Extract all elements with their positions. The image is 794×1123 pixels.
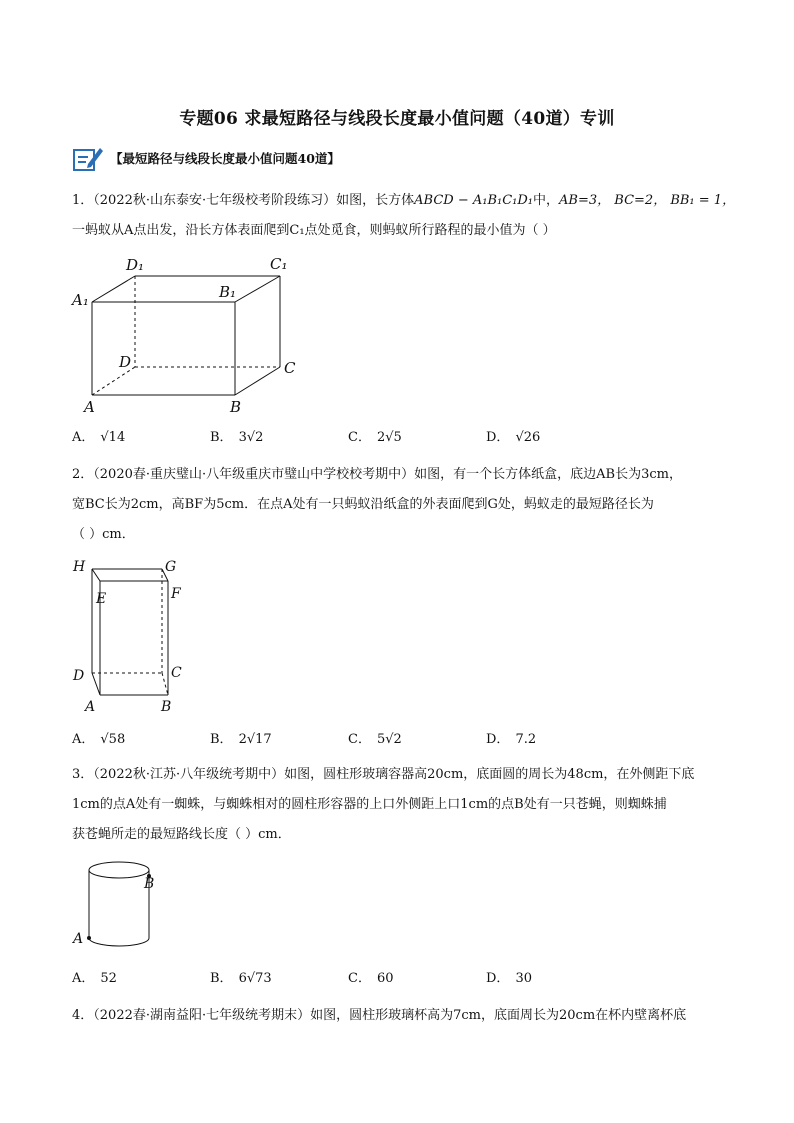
option-a[interactable]: A． √58 bbox=[72, 732, 126, 747]
fig2-label-g: G bbox=[165, 559, 177, 575]
fig3-label-b: B bbox=[144, 876, 155, 892]
section-header bbox=[72, 143, 340, 173]
option-b[interactable]: B． 6√73 bbox=[210, 971, 272, 986]
option-a[interactable]: A． √14 bbox=[72, 430, 126, 445]
question-1 bbox=[72, 186, 736, 246]
question-3 bbox=[72, 760, 724, 850]
fig1-label-a: A bbox=[84, 398, 95, 416]
option-c[interactable]: C． 60 bbox=[348, 971, 394, 986]
edit-note-icon bbox=[72, 144, 104, 172]
fig1-label-b: B bbox=[230, 398, 242, 416]
section-label: 【最短路径与线段长度最小值问题40道】 bbox=[110, 151, 340, 166]
question-2-options bbox=[72, 728, 724, 752]
fig2-label-c: C bbox=[171, 665, 182, 681]
fig1-label-d: D bbox=[119, 353, 132, 371]
question-2 bbox=[72, 460, 724, 550]
option-b[interactable]: B． 3√2 bbox=[210, 430, 264, 445]
figure-cuboid-1 bbox=[70, 252, 310, 420]
page-title: 专题06 求最短路径与线段长度最小值问题（40道）专训 bbox=[179, 109, 615, 129]
fig2-label-h: H bbox=[73, 559, 86, 575]
fig1-label-c1: C₁ bbox=[270, 255, 288, 273]
option-c[interactable]: C． 2√5 bbox=[348, 430, 402, 445]
figure-cuboid-2 bbox=[70, 555, 190, 717]
option-d[interactable]: D． 30 bbox=[486, 971, 532, 986]
question-1-line-2: 一蚂蚁从A点出发，沿长方体表面爬到C₁点处觅食，则蚂蚁所行路程的最小值为（ ） bbox=[72, 223, 556, 238]
fig1-label-a1: A₁ bbox=[72, 291, 89, 309]
fig2-label-d: D bbox=[73, 668, 85, 684]
question-4 bbox=[72, 1001, 724, 1031]
fig3-label-a: A bbox=[73, 931, 84, 947]
point-a bbox=[87, 936, 91, 940]
question-1-options bbox=[72, 426, 724, 450]
option-a[interactable]: A． 52 bbox=[72, 971, 117, 986]
fig1-label-d1: D₁ bbox=[126, 256, 145, 274]
question-1-line-1: 1．（2022秋·山东泰安·七年级校考阶段练习）如图，长方体ABCD − A₁B₁C₁D₁中，AB=3， BC=2， BB₁ = 1， bbox=[72, 193, 736, 208]
option-c[interactable]: C． 5√2 bbox=[348, 732, 402, 747]
fig1-label-b1: B₁ bbox=[219, 283, 237, 301]
question-4-line-1: 4．（2022春·湖南益阳·七年级统考期末）如图，圆柱形玻璃杯高为7cm，底面周长为20cm在杯内壁离杯底 bbox=[72, 1008, 687, 1023]
option-d[interactable]: D． √26 bbox=[486, 430, 541, 445]
option-d[interactable]: D． 7.2 bbox=[486, 732, 537, 747]
option-b[interactable]: B． 2√17 bbox=[210, 732, 272, 747]
question-2-line-2: 宽BC长为2cm，高BF为5cm．在点A处有一只蚂蚁沿纸盒的外表面爬到G处，蚂蚁走的最短路径长为 bbox=[72, 497, 654, 512]
figure-cylinder bbox=[70, 856, 170, 956]
fig2-label-a: A bbox=[85, 699, 96, 715]
fig1-label-c: C bbox=[284, 359, 296, 377]
question-3-line-1: 3．（2022秋·江苏·八年级统考期中）如图，圆柱形玻璃容器高20cm，底面圆的周长为48cm，在外侧距下底 bbox=[72, 767, 695, 782]
fig2-label-b: B bbox=[161, 699, 172, 715]
question-2-line-3: （ ）cm． bbox=[72, 527, 135, 542]
question-3-options bbox=[72, 967, 724, 991]
fig2-label-f: F bbox=[171, 586, 181, 602]
question-3-line-3: 获苍蝇所走的最短路线长度（ ）cm． bbox=[72, 827, 291, 842]
question-2-line-1: 2．（2020春·重庆璧山·八年级重庆市璧山中学校校考期中）如图，有一个长方体纸盒，底边AB长为3cm， bbox=[72, 467, 682, 482]
question-3-line-2: 1cm的点A处有一蜘蛛，与蜘蛛相对的圆柱形容器的上口外侧距上口1cm的点B处有一只苍蝇，则蜘蛛捕 bbox=[72, 797, 667, 812]
fig2-label-e: E bbox=[96, 591, 107, 607]
